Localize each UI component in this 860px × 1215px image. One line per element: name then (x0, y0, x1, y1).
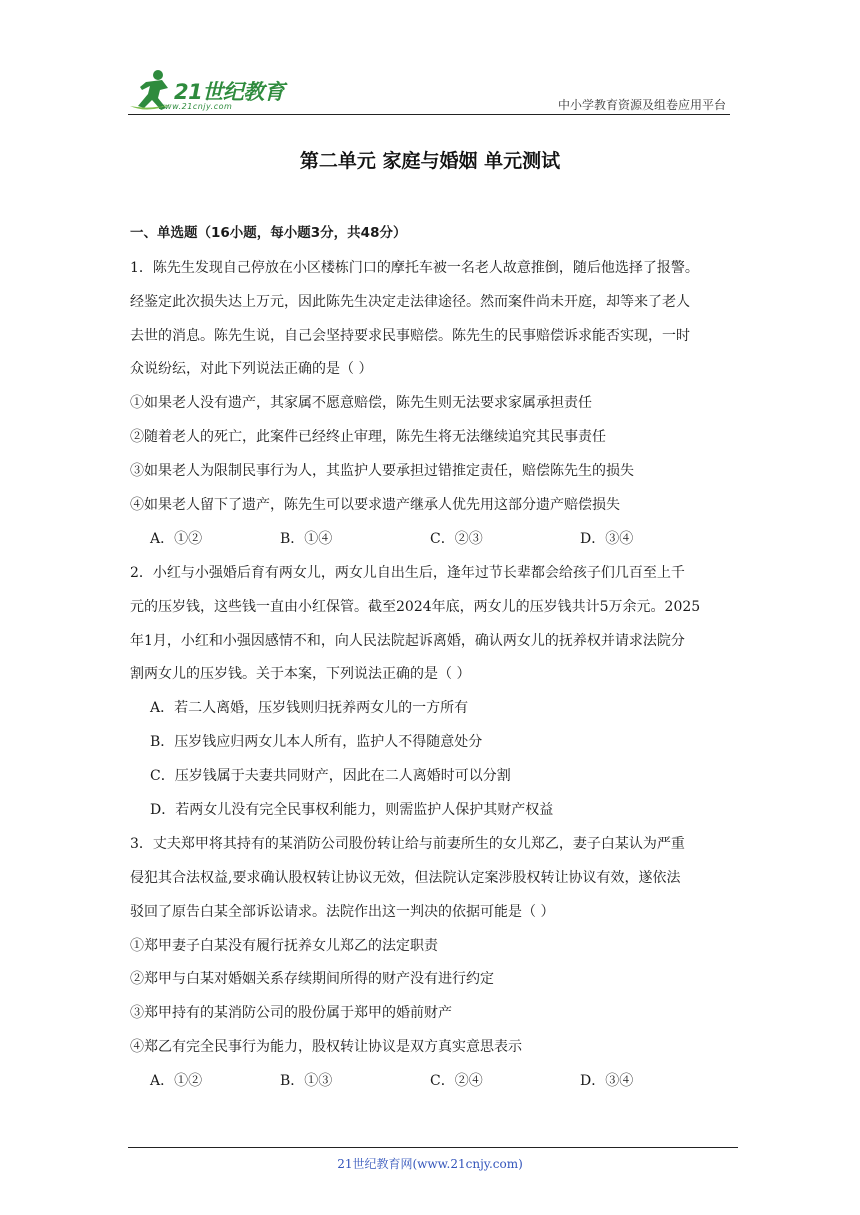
question-1-line-3: 去世的消息。陈先生说，自己会坚持要求民事赔偿。陈先生的民事赔偿诉求能否实现，一时 (130, 328, 690, 344)
question-3-line-3: 驳回了原告白某全部诉讼请求。法院作出这一判决的依据可能是（ ） (130, 904, 555, 920)
question-3-line-1: 3．丈夫郑甲将其持有的某消防公司股份转让给与前妻所生的女儿郑乙，妻子白某认为严重 (130, 836, 685, 852)
question-2-option-d: D．若两女儿没有完全民事权利能力，则需监护人保护其财产权益 (150, 802, 554, 818)
footer-divider (128, 1147, 738, 1148)
question-1-statement-4: ④如果老人留下了遗产，陈先生可以要求遗产继承人优先用这部分遗产赔偿损失 (130, 497, 620, 513)
question-3-choice-b: B．①③ (280, 1073, 333, 1089)
question-3-statement-1: ①郑甲妻子白某没有履行抚养女儿郑乙的法定职责 (130, 938, 438, 954)
question-2-line-2: 元的压岁钱，这些钱一直由小红保管。截至2024年底，两女儿的压岁钱共计5万余元。2025 (130, 599, 701, 615)
question-2-option-a: A．若二人离婚，压岁钱则归抚养两女儿的一方所有 (150, 700, 469, 716)
page-title: 第二单元 家庭与婚姻 单元测试 (299, 150, 561, 172)
question-3-choice-c: C．②④ (430, 1073, 483, 1089)
question-3-statement-3: ③郑甲持有的某消防公司的股份属于郑甲的婚前财产 (130, 1005, 452, 1021)
footer-text[interactable]: 21世纪教育网(www.21cnjy.com) (337, 1157, 523, 1171)
page-header (128, 62, 730, 116)
question-1-choice-c: C．②③ (430, 531, 483, 547)
question-1-statement-3: ③如果老人为限制民事行为人，其监护人要承担过错推定责任，赔偿陈先生的损失 (130, 463, 634, 479)
question-2-line-1: 2．小红与小强婚后育有两女儿，两女儿自出生后，逢年过节长辈都会给孩子们几百至上千 (130, 565, 685, 581)
question-1-choice-b: B．①④ (280, 531, 333, 547)
logo (128, 68, 298, 116)
logo-text: 21世纪教育 (174, 80, 285, 104)
question-2-line-4: 割两女儿的压岁钱。关于本案，下列说法正确的是（ ） (130, 666, 471, 682)
question-2-option-c: C．压岁钱属于夫妻共同财产，因此在二人离婚时可以分割 (150, 768, 511, 784)
question-1-line-1: 1．陈先生发现自己停放在小区楼栋门口的摩托车被一名老人故意推倒，随后他选择了报警。 (130, 260, 699, 276)
platform-name: 中小学教育资源及组卷应用平台 (557, 98, 726, 112)
header-divider (128, 114, 730, 115)
question-1-line-2: 经鉴定此次损失达上万元，因此陈先生决定走法律途径。然而案件尚未开庭，却等来了老人 (130, 294, 690, 310)
question-3-choice-a: A．①② (150, 1073, 203, 1089)
question-1-choice-a: A．①② (150, 531, 203, 547)
question-1-choice-d: D．③④ (580, 531, 634, 547)
question-1-statement-1: ①如果老人没有遗产，其家属不愿意赔偿，陈先生则无法要求家属承担责任 (130, 395, 592, 411)
section-heading: 一、单选题（16小题，每小题3分，共48分） (130, 225, 407, 241)
question-1-statement-2: ②随着老人的死亡，此案件已经终止审理，陈先生将无法继续追究其民事责任 (130, 429, 606, 445)
question-3-line-2: 侵犯其合法权益,要求确认股权转让协议无效，但法院认定案涉股权转让协议有效，遂依法 (130, 870, 681, 886)
logo-url: www.21cnjy.com (158, 102, 233, 111)
question-3-statement-2: ②郑甲与白某对婚姻关系存续期间所得的财产没有进行约定 (130, 971, 494, 987)
question-2-line-3: 年1月，小红和小强因感情不和，向人民法院起诉离婚，确认两女儿的抚养权并请求法院分 (130, 633, 685, 649)
question-3-choice-d: D．③④ (580, 1073, 634, 1089)
question-1-line-4: 众说纷纭，对此下列说法正确的是（ ） (130, 361, 373, 377)
question-3-statement-4: ④郑乙有完全民事行为能力，股权转让协议是双方真实意思表示 (130, 1039, 522, 1055)
question-2-option-b: B．压岁钱应归两女儿本人所有，监护人不得随意处分 (150, 734, 483, 750)
